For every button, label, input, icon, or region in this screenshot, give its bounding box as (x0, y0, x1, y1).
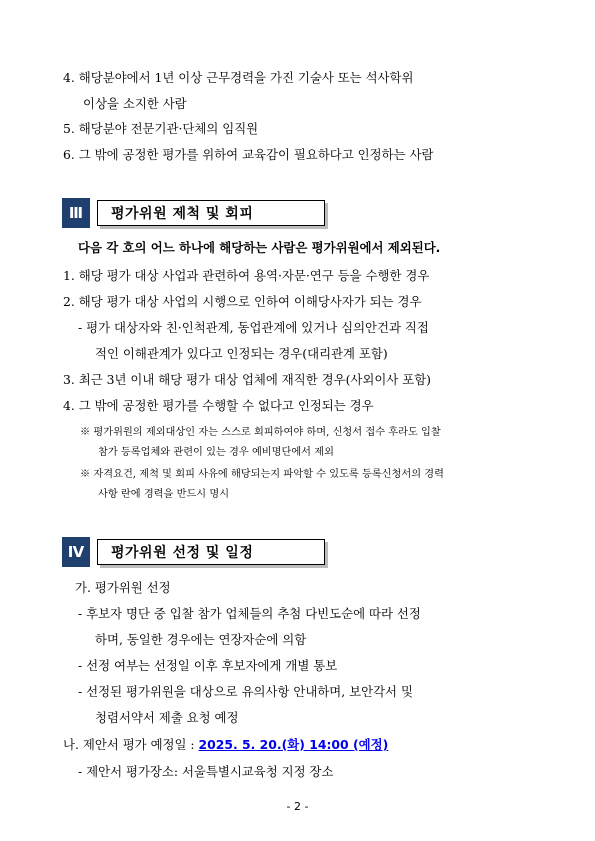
section-4-header (62, 537, 325, 567)
section-3-header (62, 198, 325, 228)
section-4-b1: - 제안서 평가장소: 서울특별시교육청 지정 장소 (78, 764, 334, 779)
evaluation-date-link[interactable]: 2025. 5. 20.(화) 14:00 (예정) (198, 737, 389, 752)
section-3-item-1: 1. 해당 평가 대상 사업과 관련하여 용역·자문·연구 등을 수행한 경우 (63, 268, 430, 283)
section-3-intro: 다음 각 호의 어느 하나에 해당하는 사람은 평가위원에서 제외된다. (78, 240, 441, 255)
section-3-note-1-line2: 참가 등록업체와 관련이 있는 경우 예비명단에서 제외 (98, 447, 334, 458)
list-item-4-line1: 4. 해당분야에서 1년 이상 근무경력을 가진 기술사 또는 석사학위 (63, 70, 414, 85)
section-4-b-line (63, 737, 388, 753)
section-3-item-4: 4. 그 밖에 공정한 평가를 수행할 수 없다고 인정되는 경우 (63, 398, 374, 413)
section-4-title: 평가위원 선정 및 일정 (97, 539, 325, 565)
list-item-6: 6. 그 밖에 공정한 평가를 위하여 교육감이 필요하다고 인정하는 사람 (63, 147, 434, 162)
section-4-b-heading: 나. 제안서 평가 예정일 : (63, 737, 199, 752)
section-4-a1-line1: - 후보자 명단 중 입찰 참가 업체들의 추첨 다빈도순에 따라 선정 (78, 606, 421, 621)
page-number: - 2 - (286, 800, 309, 813)
section-3-subitem-line2: 적인 이해관계가 있다고 인정되는 경우(대리관계 포함) (95, 346, 388, 361)
section-4-a1-line2: 하며, 동일한 경우에는 연장자순에 의함 (95, 632, 307, 647)
section-3-note-2-line1: ※ 자격요건, 제척 및 회피 사유에 해당되는지 파악할 수 있도록 등록신청서의 경력 (80, 469, 444, 480)
list-item-5: 5. 해당분야 전문기관·단체의 임직원 (63, 121, 259, 136)
section-3-item-3: 3. 최근 3년 이내 해당 평가 대상 업체에 재직한 경우(사외이사 포함) (63, 372, 431, 387)
section-3-item-2: 2. 해당 평가 대상 사업의 시행으로 인하여 이해당사자가 되는 경우 (63, 294, 422, 309)
section-4-a2: - 선정 여부는 선정일 이후 후보자에게 개별 통보 (78, 658, 338, 673)
section-3-subitem-line1: - 평가 대상자와 친·인척관계, 동업관계에 있거나 심의안건과 직접 (78, 320, 429, 335)
list-item-4-line2: 이상을 소지한 사람 (83, 96, 187, 111)
section-4-a-heading: 가. 평가위원 선정 (75, 580, 171, 595)
section-4-a3-line1: - 선정된 평가위원을 대상으로 유의사항 안내하며, 보안각서 및 (78, 684, 413, 699)
section-3-number: Ⅲ (62, 198, 90, 228)
section-3-note-2-line2: 사항 란에 경력을 반드시 명시 (98, 489, 230, 500)
section-4-a3-line2: 청렴서약서 제출 요청 예정 (95, 710, 239, 725)
section-3-note-1-line1: ※ 평가위원의 제외대상인 자는 스스로 회피하여야 하며, 신청서 접수 후라도 입찰 (80, 427, 441, 438)
section-4-number: Ⅳ (62, 537, 90, 567)
section-3-title: 평가위원 제척 및 회피 (97, 200, 325, 226)
